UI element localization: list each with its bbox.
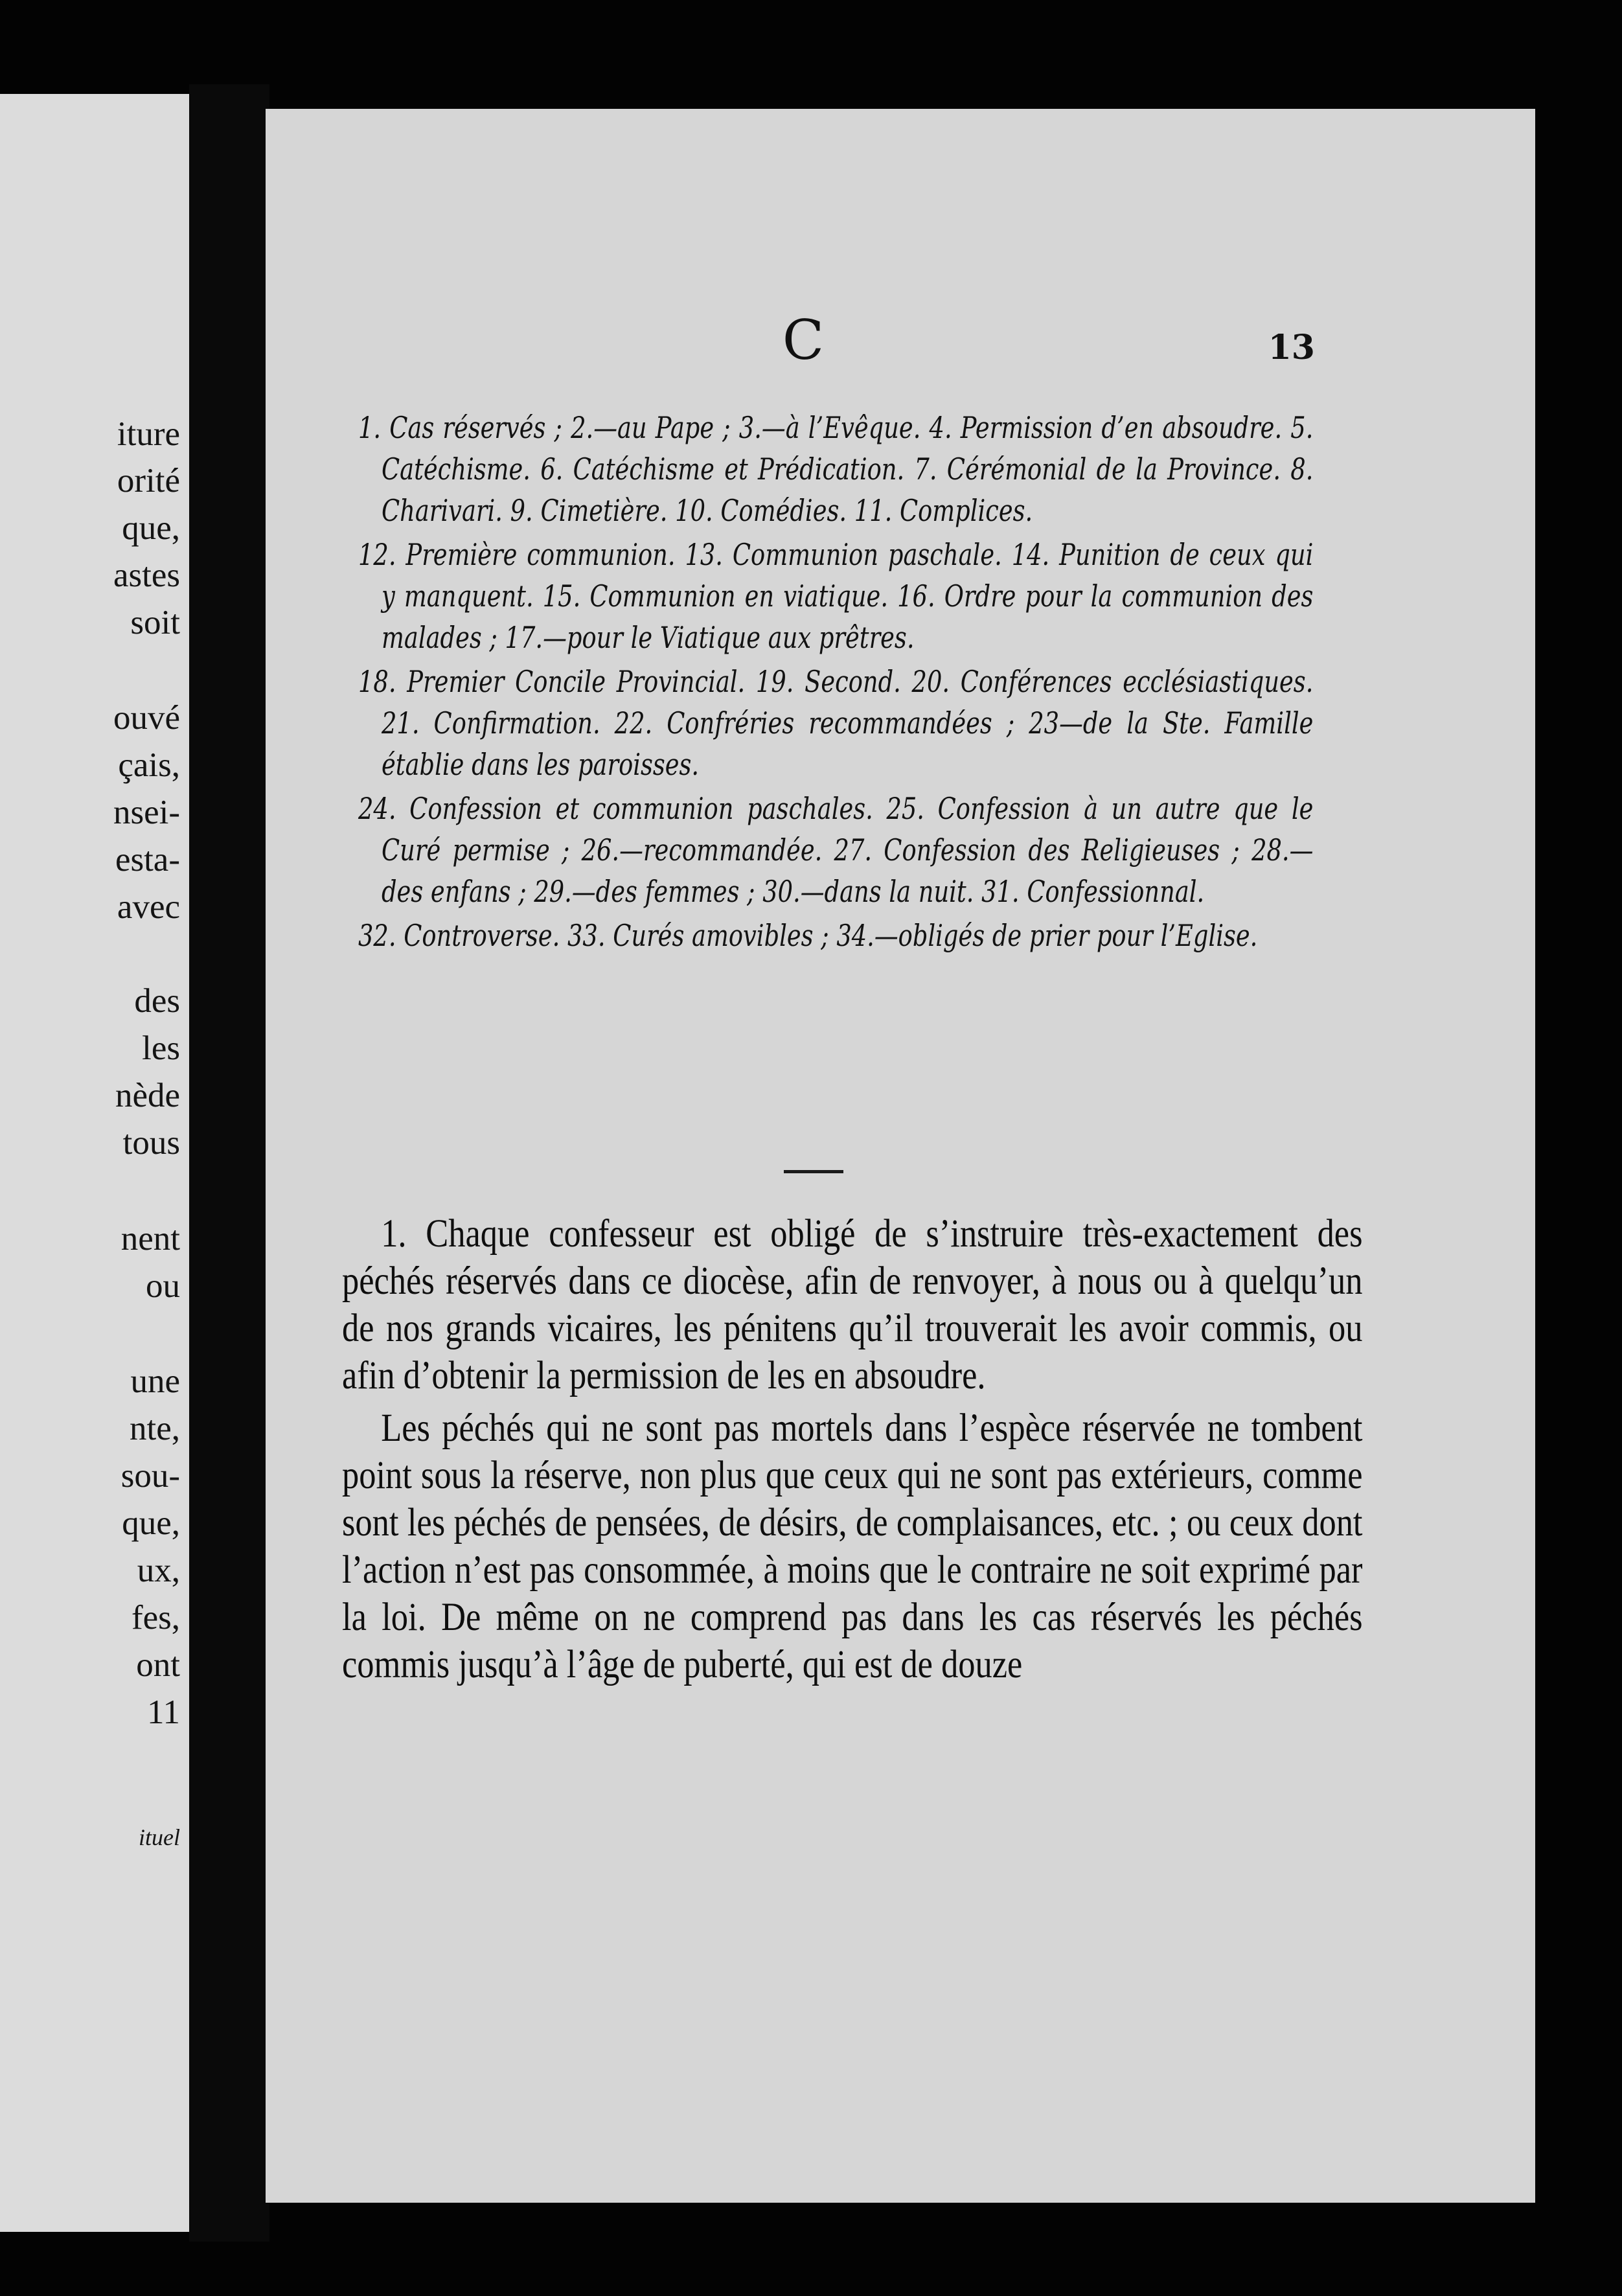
previous-page-line: avec (117, 888, 180, 926)
summary-paragraph: 24. Confession et communion paschales. 25. Confession à un autre que le Curé permise ; 26.—recommandée. 27. Confession des Religieuses ; 28.—des enfans ; 29.—des femmes ; 30.—dans la nuit. 31. Confessionnal. (358, 791, 1314, 909)
summary-paragraph: 18. Premier Concile Provincial. 19. Second. 20. Conférences ecclésiastiques. 21. Confirmation. 22. Confréries recommandées ; 23—de la Ste. Famille établie dans les paroisses. (358, 664, 1314, 782)
book-gutter (189, 84, 269, 2242)
body-paragraph: 1. Chaque confesseur est obligé de s’instruire très-exactement des péchés réservés dans ce diocèse, afin de renvoyer, à nous ou à quelqu’un de nos grands vicaires, les pénitens qu’il trouverait les avoir commis, ou afin d’obtenir la permission de les en absoudre. (342, 1212, 1363, 1397)
previous-page-line: nsei- (113, 794, 180, 831)
previous-page-line: que, (122, 509, 180, 547)
summary-paragraph: 12. Première communion. 13. Communion paschale. 14. Punition de ceux qui y manquent. 15. Communion en viatique. 16. Ordre pour la communion des malades ; 17.—pour le Viatique aux prêtres. (358, 537, 1314, 655)
section-letter: C (782, 308, 825, 372)
previous-page-footer: ituel (139, 1824, 180, 1850)
book-page (266, 109, 1535, 2203)
chapter-summary (358, 407, 1313, 956)
body-paragraph: Les péchés qui ne sont pas mortels dans l’espèce réservée ne tombent point sous la réserve, non plus que ceux qui ne sont pas extérieurs, comme sont les péchés de pensées, de désirs, de complaisances, etc. ; ou ceux dont l’action n’est pas consommée, à moins que le contraire ne soit exprimé par la loi. De même on ne comprend pas dans les cas réservés les péchés commis jusqu’à l’âge de puberté, qui est de douze (342, 1406, 1363, 1686)
previous-page-line: nède (115, 1077, 180, 1114)
previous-page-line: astes (113, 557, 180, 594)
previous-page-line: ou (146, 1267, 180, 1305)
previous-page-line: nent (120, 1220, 180, 1257)
previous-page-line: ont (136, 1646, 180, 1684)
previous-page-line: 11 (146, 1693, 180, 1731)
previous-page-line: fes, (131, 1599, 180, 1636)
previous-page-line: que, (122, 1504, 180, 1542)
summary-paragraph: 1. Cas réservés ; 2.—au Pape ; 3.—à l’Evêque. 4. Permission d’en absoudre. 5. Catéchisme. 6. Catéchisme et Prédication. 7. Cérémonial de la Province. 8. Charivari. 9. Cimetière. 10. Comédies. 11. Complices. (358, 410, 1314, 528)
previous-page-line: les (142, 1029, 180, 1067)
section-separator (784, 1170, 843, 1173)
previous-page-edge (0, 94, 189, 2232)
previous-page-line: iture (117, 415, 180, 453)
previous-page-line: des (134, 982, 180, 1020)
previous-page-line: tous (122, 1124, 180, 1162)
summary-paragraph: 32. Controverse. 33. Curés amovibles ; 34.—obligés de prier pour l’Eglise. (358, 918, 1258, 953)
previous-page-line: ux, (137, 1552, 180, 1589)
previous-page-line: sou- (120, 1457, 180, 1495)
previous-page-line: nte, (130, 1410, 180, 1447)
previous-page-line: soit (130, 604, 180, 641)
previous-page-line: une (130, 1362, 180, 1400)
previous-page-line: ouvé (113, 699, 180, 737)
body-text (342, 1210, 1363, 1688)
page-number: 13 (1268, 328, 1315, 367)
previous-page-line: orité (117, 462, 180, 499)
previous-page-line: esta- (115, 841, 180, 878)
previous-page-line: çais, (118, 746, 180, 784)
page-header (266, 109, 1535, 381)
